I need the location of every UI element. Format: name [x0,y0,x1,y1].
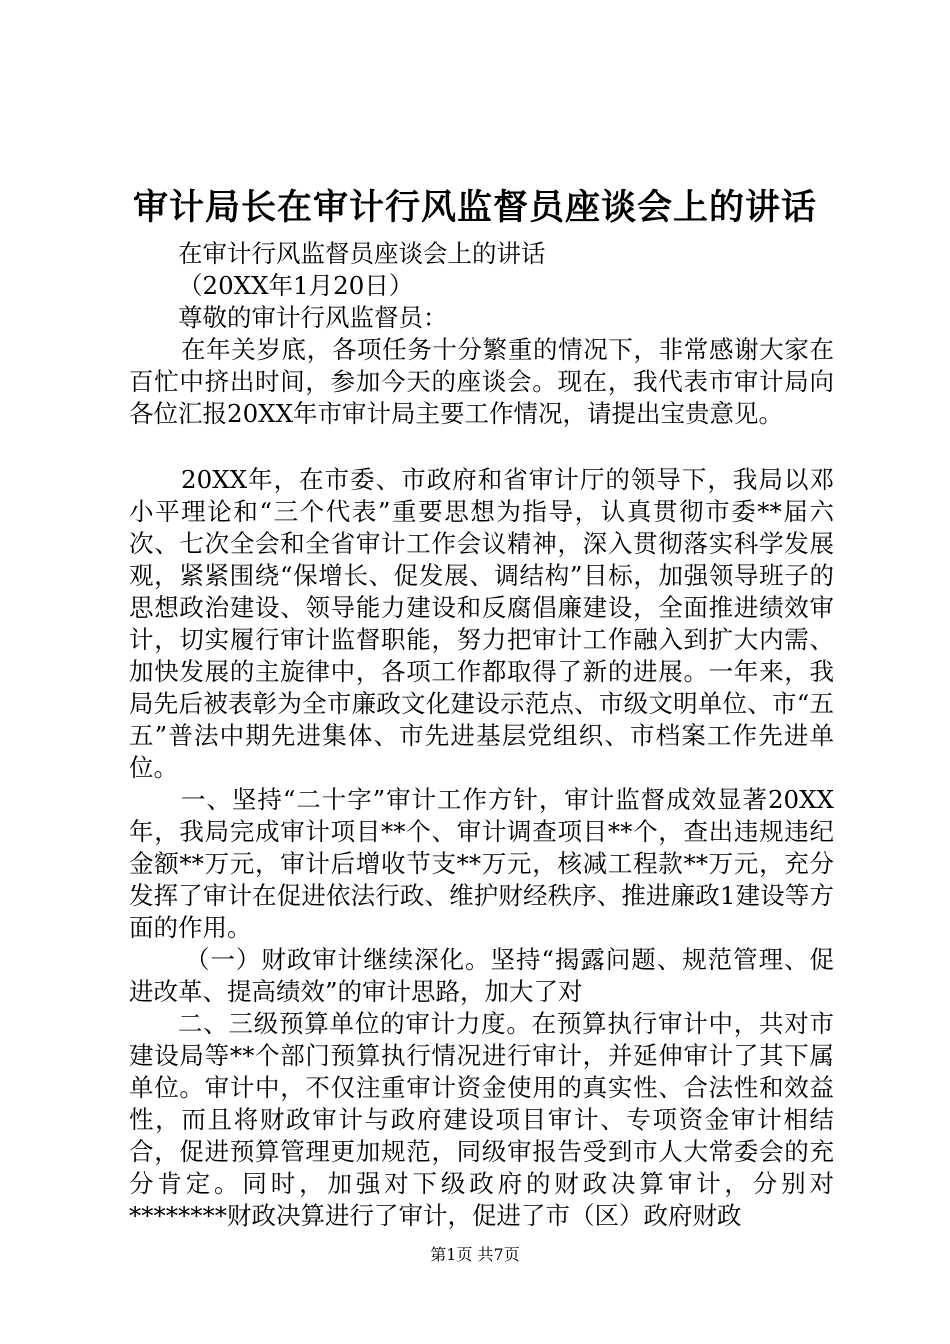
paragraph-section-one: 一、坚持“二十字”审计工作方针，审计监督成效显著20XX年，我局完成审计项目**个、审计调查项目**个，查出违规违纪金额**万元，审计后增收节支**万元，核减工程款**万元，充分发挥了审计在促进依法行政、维护财经秩序、推进廉政1建设等方面的作用。 [129,785,834,942]
speech-date: （20XX年1月20日） [178,271,414,300]
salutation: 尊敬的审计行风监督员： [178,303,448,332]
document-body [129,238,834,1232]
page-number: 第1页 共7页 [430,1245,520,1264]
paragraph-overview: 20XX年，在市委、市政府和省审计厅的领导下，我局以邓小平理论和“三个代表”重要思想为指导，认真贯彻市委**届六次、七次全会和全省审计工作会议精神，深入贯彻落实科学发展观，紧紧围绕“保增长、促发展、调结构”目标，加强领导班子的思想政治建设、领导能力建设和反腐倡廉建设，全面推进绩效审计，切实履行审计监督职能，努力把审计工作融入到扩大内需、加快发展的主旋律中，各项工作都取得了新的进展。一年来，我局先后被表彰为全市廉政文化建设示范点、市级文明单位、市“五五”普法中期先进集体、市先进基层党组织、市档案工作先进单位。 [129,465,834,782]
document-title: 审计局长在审计行风监督员座谈会上的讲话 [132,187,817,228]
subtitle: 在审计行风监督员座谈会上的讲话 [178,239,546,268]
paragraph-opening: 在年关岁底，各项任务十分繁重的情况下，非常感谢大家在百忙中挤出时间，参加今天的座谈会。现在，我代表市审计局向各位汇报20XX年市审计局主要工作情况，请提出宝贵意见。 [129,335,834,428]
paragraph-fiscal-audit: （一）财政审计继续深化。坚持“揭露问题、规范管理、促进改革、提高绩效”的审计思路，加大了对 [129,945,834,1006]
paragraph-budget-audit: 二、三级预算单位的审计力度。在预算执行审计中，共对市建设局等**个部门预算执行情况进行审计，并延伸审计了其下属单位。审计中，不仅注重审计资金使用的真实性、合法性和效益性，而且将财政审计与政府建设项目审计、专项资金审计相结合，促进预算管理更加规范，同级审报告受到市人大常委会的充分肯定。同时，加强对下级政府的财政决算审计，分别对********财政决算进行了审计，促进了市（区）政府财政 [129,1009,834,1230]
